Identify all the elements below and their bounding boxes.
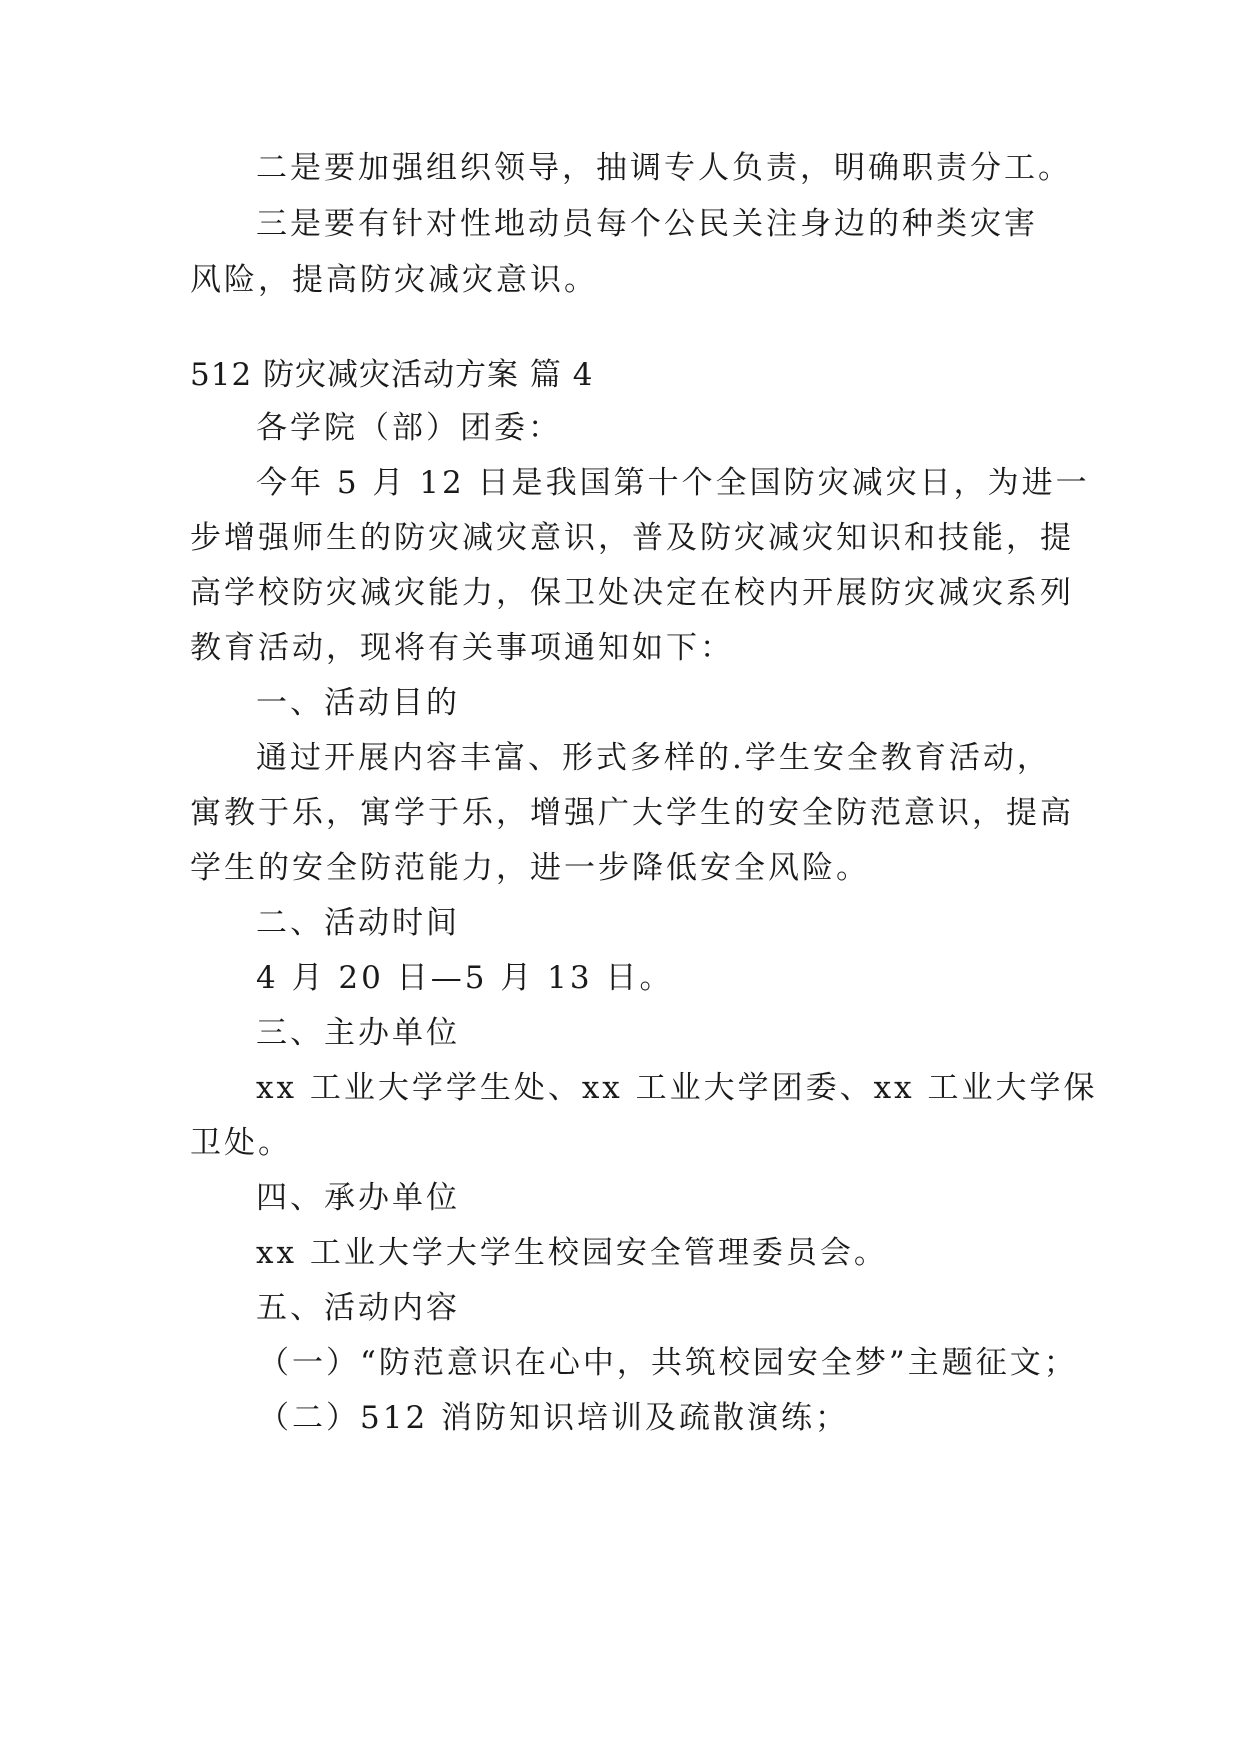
section-subheading: 一、活动目的 xyxy=(256,685,460,721)
paragraph-line: 教育活动，现将有关事项通知如下： xyxy=(190,630,734,666)
section-subheading: 二、活动时间 xyxy=(256,905,460,941)
paragraph-line: 三是要有针对性地动员每个公民关注身边的种类灾害 xyxy=(256,206,1038,242)
paragraph-line: 步增强师生的防灾减灾意识，普及防灾减灾知识和技能，提 xyxy=(190,520,1074,556)
paragraph-line: 学生的安全防范能力，进一步降低安全风险。 xyxy=(190,850,870,886)
paragraph-line: 二是要加强组织领导，抽调专人负责，明确职责分工。 xyxy=(256,150,1072,186)
paragraph-line: 卫处。 xyxy=(190,1125,292,1161)
section-subheading: 三、主办单位 xyxy=(256,1015,460,1051)
section-heading: 512 防灾减灾活动方案 篇 4 xyxy=(190,357,594,393)
paragraph-line: 风险，提高防灾减灾意识。 xyxy=(190,262,598,298)
list-item: （二）512 消防知识培训及疏散演练； xyxy=(258,1400,850,1436)
paragraph-line: 各学院（部）团委： xyxy=(256,410,562,446)
paragraph-line: 通过开展内容丰富、形式多样的.学生安全教育活动， xyxy=(256,740,1051,776)
section-subheading: 五、活动内容 xyxy=(256,1290,460,1326)
paragraph-line: 高学校防灾减灾能力，保卫处决定在校内开展防灾减灾系列 xyxy=(190,575,1074,611)
list-item: （一）“防范意识在心中，共筑校园安全梦”主题征文； xyxy=(258,1345,1078,1381)
paragraph-line: xx 工业大学学生处、xx 工业大学团委、xx 工业大学保 xyxy=(256,1070,1098,1106)
paragraph-line: xx 工业大学大学生校园安全管理委员会。 xyxy=(256,1235,888,1271)
section-subheading: 四、承办单位 xyxy=(256,1180,460,1216)
paragraph-line: 4 月 20 日—5 月 13 日。 xyxy=(256,960,674,996)
paragraph-line: 今年 5 月 12 日是我国第十个全国防灾减灾日，为进一 xyxy=(256,465,1090,501)
paragraph-line: 寓教于乐，寓学于乐，增强广大学生的安全防范意识，提高 xyxy=(190,795,1074,831)
